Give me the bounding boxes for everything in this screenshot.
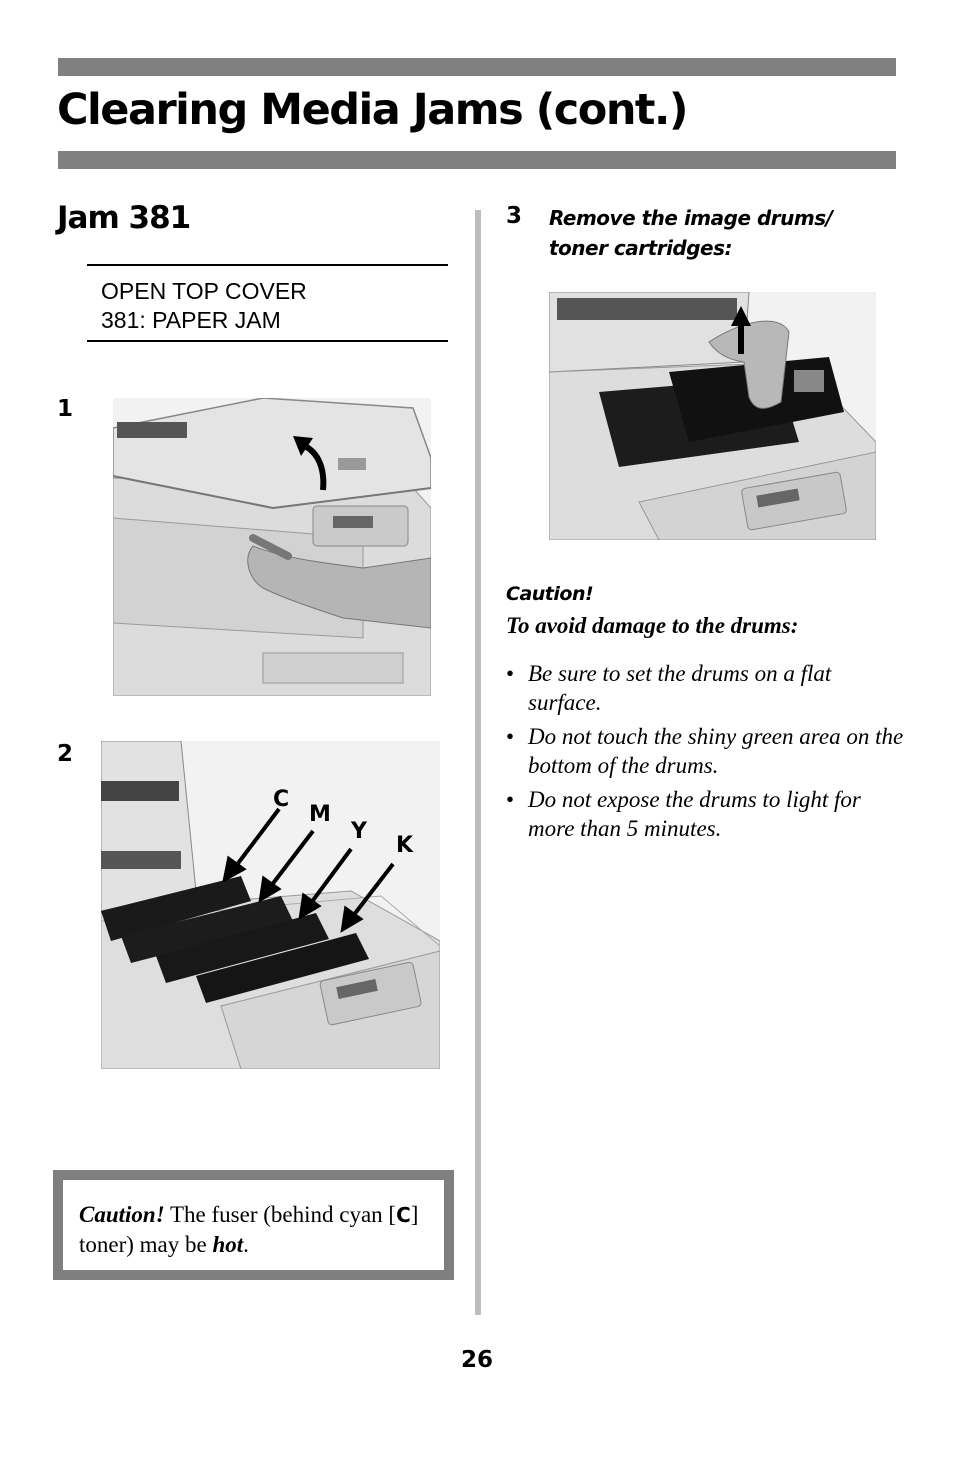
fuser-caution-box (53, 1170, 454, 1280)
fuser-caution-emphasis: hot (212, 1232, 244, 1257)
page-title: Clearing Media Jams (cont.) (57, 85, 687, 135)
fuser-caution-letter: C (396, 1203, 411, 1227)
bullet-icon: • (506, 787, 515, 812)
section-title: Jam 381 (57, 200, 191, 236)
header-rule-bottom (58, 151, 896, 169)
list-item-text: Do not touch the shiny green area on the bottom of the drums. (528, 724, 904, 778)
bullet-icon: • (506, 661, 515, 686)
toner-label-y: Y (351, 819, 367, 844)
drum-caution-list (506, 659, 906, 848)
list-item (506, 785, 906, 843)
list-item (506, 659, 906, 717)
list-item (506, 722, 906, 780)
fuser-caution-text (63, 1180, 444, 1270)
step-3-instruction: Remove the image drums/ toner cartridges: (549, 206, 833, 260)
panel-message-line-2: 381: PAPER JAM (101, 307, 281, 333)
step-2-number: 2 (57, 741, 74, 767)
fuser-caution-text-2: ] toner) may be (79, 1202, 419, 1257)
bullet-icon: • (506, 724, 515, 749)
fuser-caution-text-1: The fuser (behind cyan [ (164, 1202, 397, 1227)
toner-label-k: K (396, 833, 414, 858)
step-3-number: 3 (506, 203, 523, 229)
photo-toner-cartridges (101, 741, 440, 1069)
fuser-caution-end: . (243, 1232, 249, 1257)
panel-message-line-1: OPEN TOP COVER (101, 278, 307, 304)
printer-panel-message (87, 264, 448, 342)
fuser-caution-lead: Caution! (79, 1202, 165, 1227)
page-number: 26 (460, 1347, 493, 1373)
toner-label-c: C (273, 787, 290, 812)
list-item-text: Be sure to set the drums on a flat surface. (528, 661, 832, 715)
list-item-text: Do not expose the drums to light for more than 5 minutes. (528, 787, 861, 841)
photo-open-top-cover (113, 398, 431, 696)
column-divider (475, 210, 481, 1315)
drum-caution-heading: Caution! (506, 583, 594, 605)
photo-remove-image-drum (549, 292, 876, 540)
toner-label-m: M (309, 802, 331, 827)
drum-caution-subheading: To avoid damage to the drums: (506, 613, 799, 638)
header-rule-top (58, 58, 896, 76)
step-1-number: 1 (57, 396, 74, 422)
